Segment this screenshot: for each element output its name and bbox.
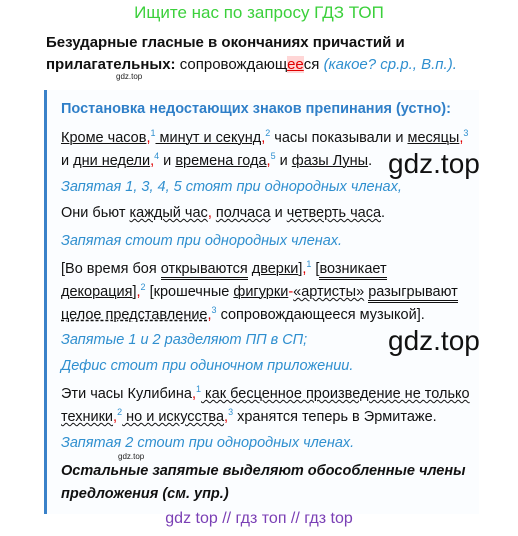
footer-links: gdz top // гдз топ // гдз top (165, 510, 353, 527)
intro-line-2 (46, 54, 457, 76)
note-1: Запятая 1, 3, 4, 5 стоят при однородных членах, (61, 179, 402, 195)
sentence-1-line-1: Кроме часов,$^1$ минут и секунд,$^2$ часы показывали и месяцы,$^3$ (61, 128, 469, 146)
note-2: Запятая стоит при однородных членах. (61, 233, 343, 249)
search-banner: Ищите нас по запросу ГДЗ ТОП (134, 3, 384, 22)
note-3: Запятые 1 и 2 разделяют ПП в СП; (61, 332, 308, 348)
intro-hint: (какое? ср.р., В.п.). (323, 56, 457, 73)
highlighted-ending: ее (287, 56, 304, 73)
watermark-large-2: gdz.top (388, 325, 480, 356)
note-5: Запятая 2 стоит при однородных членах. (61, 435, 355, 451)
sentence-3-line-2: декорация],$^2$ [крошечные фигурки-«артисты» разыгрывают (61, 282, 458, 300)
intro-line-1: Безударные гласные в окончаниях причастий и (46, 34, 405, 51)
sentence-3-line-1: [Во время боя открываются дверки],$^1$ [возникает (61, 259, 387, 277)
sentence-3-line-3: целое представление,$^3$ сопровождающееся музыкой]. (61, 305, 425, 323)
final-note-line-2: предложения (см. упр.) (61, 486, 229, 502)
watermark-large-1: gdz.top (388, 148, 480, 179)
intro-rule (46, 32, 457, 76)
final-note-line-1: Остальные запятые выделяют обособленные члены (61, 463, 466, 479)
sentence-4-line-2: техники,$^2$ но и искусства,$^3$ хранятся теперь в Эрмитаже. (61, 407, 437, 425)
intro-term: прилагательных: (46, 56, 176, 73)
example-word: сопровождающееся (179, 56, 320, 73)
sentence-4-line-1: Эти часы Кулибина,$^1$ как бесценное произведение не только (61, 384, 470, 402)
watermark-small-bottom: gdz.top (118, 452, 145, 461)
sentence-2: Они бьют каждый час, полчаса и четверть часа. (61, 205, 386, 221)
note-4: Дефис стоит при одиночном приложении. (61, 358, 354, 374)
watermark-small-top: gdz.top (116, 72, 143, 81)
panel-heading: Постановка недостающих знаков препинания (устно): (61, 101, 451, 117)
sentence-1-line-2: и дни недели,$^4$ и времена года,$^5$ и фазы Луны. (61, 151, 373, 169)
